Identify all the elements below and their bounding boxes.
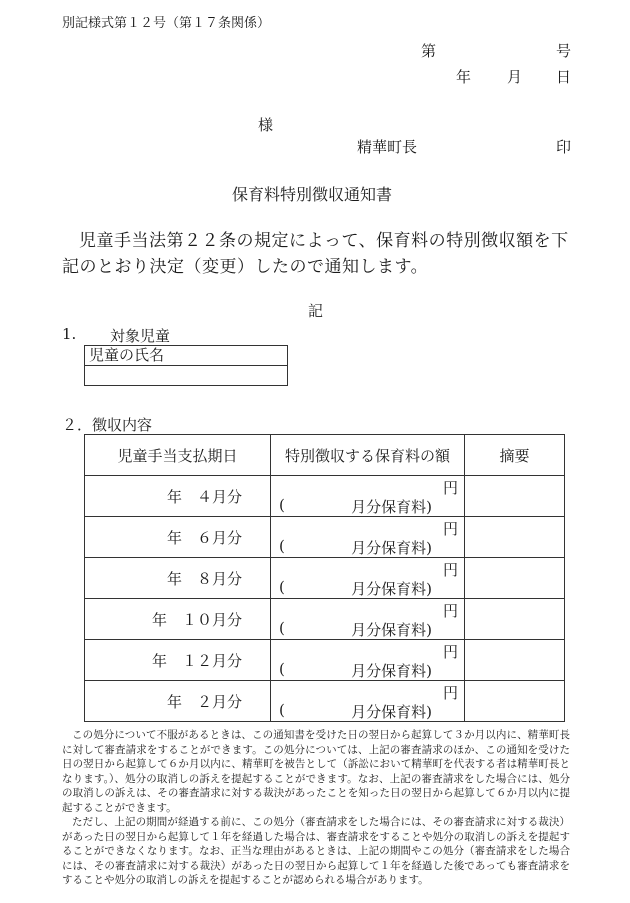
yen-unit: 円 [442,684,458,702]
month-fee-label: 月分保育料) [351,580,432,598]
section1-number: 1. [62,325,77,343]
table-row [85,476,565,517]
document-number-suffix: 号 [556,42,572,60]
month-fee-label: 月分保育料) [351,662,432,680]
child-table [84,345,288,386]
body-paragraph: 児童手当法第２２条の規定によって、保育料の特別徴収額を下記のとおり決定（変更）したので通知します。 [62,231,569,277]
remarks-cell [465,599,565,640]
recipient-honorific: 様 [258,116,274,134]
amount-cell [271,558,465,599]
table-header-row [85,435,565,476]
remarks-cell [465,681,565,722]
header-payment-date: 児童手当支払期日 [85,435,271,476]
appeal-note-paragraph: ただし、上記の期間が経過する前に、この処分（審査請求をした場合には、その審査請求に対する裁決）があった日の翌日から起算して１年を経過した場合は、審査請求をすることや処分の取消しの訴えを提起することができなくなります。なお、正当な理由があるときは、上記の期間やこの処分（審査請求をした場合には、その審査請求に対する裁決）があった日の翌日から起算して１年を経過した後であっても審査請求をすることや処分の取消しの訴えを提起することが認められる場合があります。 [62,816,570,886]
amount-cell [271,476,465,517]
payment-date-cell: 年 ２月分 [85,681,271,722]
remarks-cell [465,558,565,599]
appeal-note-paragraph: この処分について不服があるときは、この通知書を受けた日の翌日から起算して３か月以内に、精華町長に対して審査請求をすることができます。この処分については、上記の審査請求のほか、この通知を受けた日の翌日から起算して６か月以内に、精華町を被告として（訴訟において精華町を代表する者は精華町長となります。）、処分の取消しの訴えを提起することができます。なお、上記の審査請求をした場合には、処分の取消しの訴えは、その審査請求に対する裁決があったことを知った日の翌日から起算して６か月以内に提起することができます。 [62,729,570,814]
amount-cell [271,517,465,558]
open-paren: ( [279,619,285,637]
open-paren: ( [279,578,285,596]
table-row [85,558,565,599]
section2-title: ２．徴収内容 [62,416,153,434]
table-row [85,517,565,558]
seal-mark: 印 [556,138,572,156]
ki-heading: 記 [308,302,324,320]
remarks-cell [465,640,565,681]
yen-unit: 円 [442,561,458,579]
yen-unit: 円 [442,602,458,620]
payment-date-cell: 年 ８月分 [85,558,271,599]
open-paren: ( [279,496,285,514]
month-fee-label: 月分保育料) [351,703,432,721]
document-title: 保育料特別徴収通知書 [232,185,393,204]
month-fee-label: 月分保育料) [351,539,432,557]
payment-date-cell: 年 ４月分 [85,476,271,517]
open-paren: ( [279,660,285,678]
collection-table [84,434,565,722]
date-year-label: 年 [456,68,472,86]
amount-cell [271,681,465,722]
yen-unit: 円 [442,520,458,538]
form-number: 別記様式第１２号（第１７条関係） [62,16,271,31]
child-name-header: 児童の氏名 [85,346,288,366]
table-row [85,640,565,681]
date-day-label: 日 [556,68,572,86]
open-paren: ( [279,537,285,555]
payment-date-cell: 年 ６月分 [85,517,271,558]
month-fee-label: 月分保育料) [351,498,432,516]
remarks-cell [465,476,565,517]
table-row [85,599,565,640]
yen-unit: 円 [442,643,458,661]
payment-date-cell: 年 １２月分 [85,640,271,681]
remarks-cell [465,517,565,558]
yen-unit: 円 [442,479,458,497]
amount-cell [271,599,465,640]
table-row [85,681,565,722]
amount-cell [271,640,465,681]
header-remarks: 摘要 [465,435,565,476]
document-number-prefix: 第 [421,42,437,60]
payment-date-cell: 年 １０月分 [85,599,271,640]
child-name-value [85,366,288,386]
sender-name: 精華町長 [357,138,418,156]
section1-title: 対象児童 [110,327,171,345]
header-collection-amount: 特別徴収する保育料の額 [271,435,465,476]
open-paren: ( [279,701,285,719]
date-month-label: 月 [507,68,523,86]
month-fee-label: 月分保育料) [351,621,432,639]
appeal-notes [62,728,570,888]
